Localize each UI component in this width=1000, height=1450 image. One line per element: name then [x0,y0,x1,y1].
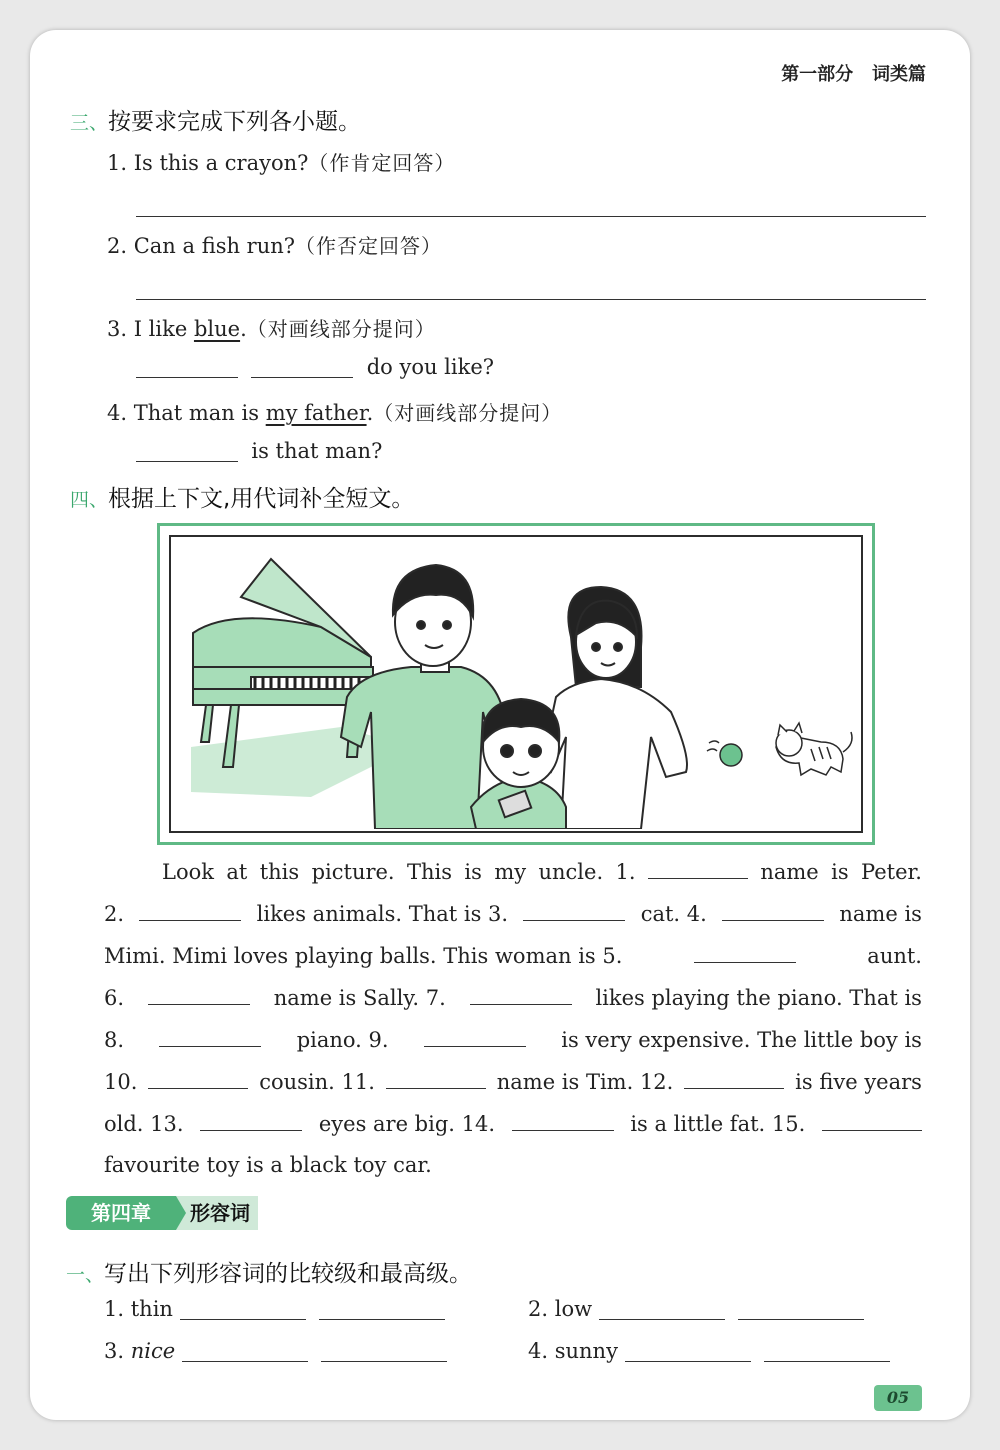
blank-7[interactable] [470,1003,572,1005]
blank-comparative[interactable] [599,1318,725,1320]
blank-8[interactable] [159,1045,261,1047]
question-4: 4. That man is my father.（对画线部分提问） [107,401,563,425]
blank-6[interactable] [148,1003,250,1005]
chapter-tag [66,1196,258,1230]
section-1-title: 写出下列形容词的比较级和最高级。 [104,1261,473,1287]
question-2: 2. Can a fish run?（作否定回答） [107,234,443,258]
blank-12[interactable] [684,1087,784,1089]
blank-comparative[interactable] [625,1360,751,1362]
passage-line-1: Look at this picture. This is my uncle. 1. name is Peter. [162,860,922,884]
answer-line-1[interactable] [136,216,926,217]
family-illustration-icon [171,537,859,829]
ball-icon [707,741,742,766]
chapter-title: 形容词 [176,1196,258,1230]
header-category: 词类篇 [872,64,926,85]
section-1-heading [66,1255,472,1288]
page-header [781,60,926,86]
section-3-title: 按要求完成下列各小题。 [108,109,362,135]
mother-icon [541,587,687,829]
blank-3[interactable] [523,919,625,921]
question-3: 3. I like blue.（对画线部分提问） [107,317,436,341]
blank-5[interactable] [694,961,796,963]
blank-superlative[interactable] [764,1360,890,1362]
passage-line-5: 8. piano. 9. is very expensive. The little boy is [104,1028,922,1052]
adjective-item-4: 4. sunny [528,1339,890,1363]
blank-9[interactable] [424,1045,526,1047]
passage-line-7: old. 13. eyes are big. 14. is a little fat. 15. [104,1112,922,1136]
underlined-blue: blue [193,317,241,341]
blank-13[interactable] [200,1129,302,1131]
blank-10[interactable] [148,1087,248,1089]
family-picture-frame [157,523,875,845]
passage-line-6: 10. cousin. 11. name is Tim. 12. is five years [104,1070,922,1094]
blank-11[interactable] [386,1087,486,1089]
blank-superlative[interactable] [321,1360,447,1362]
blank[interactable] [136,376,238,378]
header-part: 第一部分 [781,64,854,85]
passage-line-4: 6. name is Sally. 7. likes playing the piano. That is [104,986,922,1010]
boy-icon [471,699,566,829]
blank-1[interactable] [648,877,748,879]
page-number: 05 [874,1385,922,1411]
section-4-heading [70,480,414,513]
blank-comparative[interactable] [182,1360,308,1362]
cat-icon [776,723,852,775]
blank-superlative[interactable] [319,1318,445,1320]
blank-15[interactable] [822,1129,922,1131]
blank[interactable] [136,460,238,462]
adjective-item-3: 3. nice [104,1339,447,1363]
blank[interactable] [251,376,353,378]
adjective-item-1: 1. thin [104,1297,445,1321]
father-icon [341,565,506,829]
section-4-number: 四、 [70,489,109,511]
question-4-answer: is that man? [136,439,382,463]
blank-superlative[interactable] [738,1318,864,1320]
blank-comparative[interactable] [180,1318,306,1320]
blank-14[interactable] [512,1129,614,1131]
chapter-number: 第四章 [66,1196,176,1230]
passage-line-8: favourite toy is a black toy car. [104,1153,432,1177]
question-1: 1. Is this a crayon?（作肯定回答） [107,151,456,175]
family-picture [169,535,863,833]
section-3-heading [70,103,361,136]
answer-line-2[interactable] [136,299,926,300]
section-3-number: 三、 [70,112,109,134]
blank-2[interactable] [139,919,241,921]
chapter-arrow-icon [176,1196,186,1230]
section-4-title: 根据上下文,用代词补全短文。 [108,486,415,512]
section-1-number: 一、 [66,1264,105,1286]
passage-line-3: Mimi. Mimi loves playing balls. This woman is 5. aunt. [104,944,922,968]
adjective-item-2: 2. low [528,1297,864,1321]
blank-4[interactable] [722,919,824,921]
question-3-answer: do you like? [136,355,494,379]
passage-line-2: 2. likes animals. That is 3. cat. 4. name is [104,902,922,926]
underlined-my-father: my father [265,401,367,425]
